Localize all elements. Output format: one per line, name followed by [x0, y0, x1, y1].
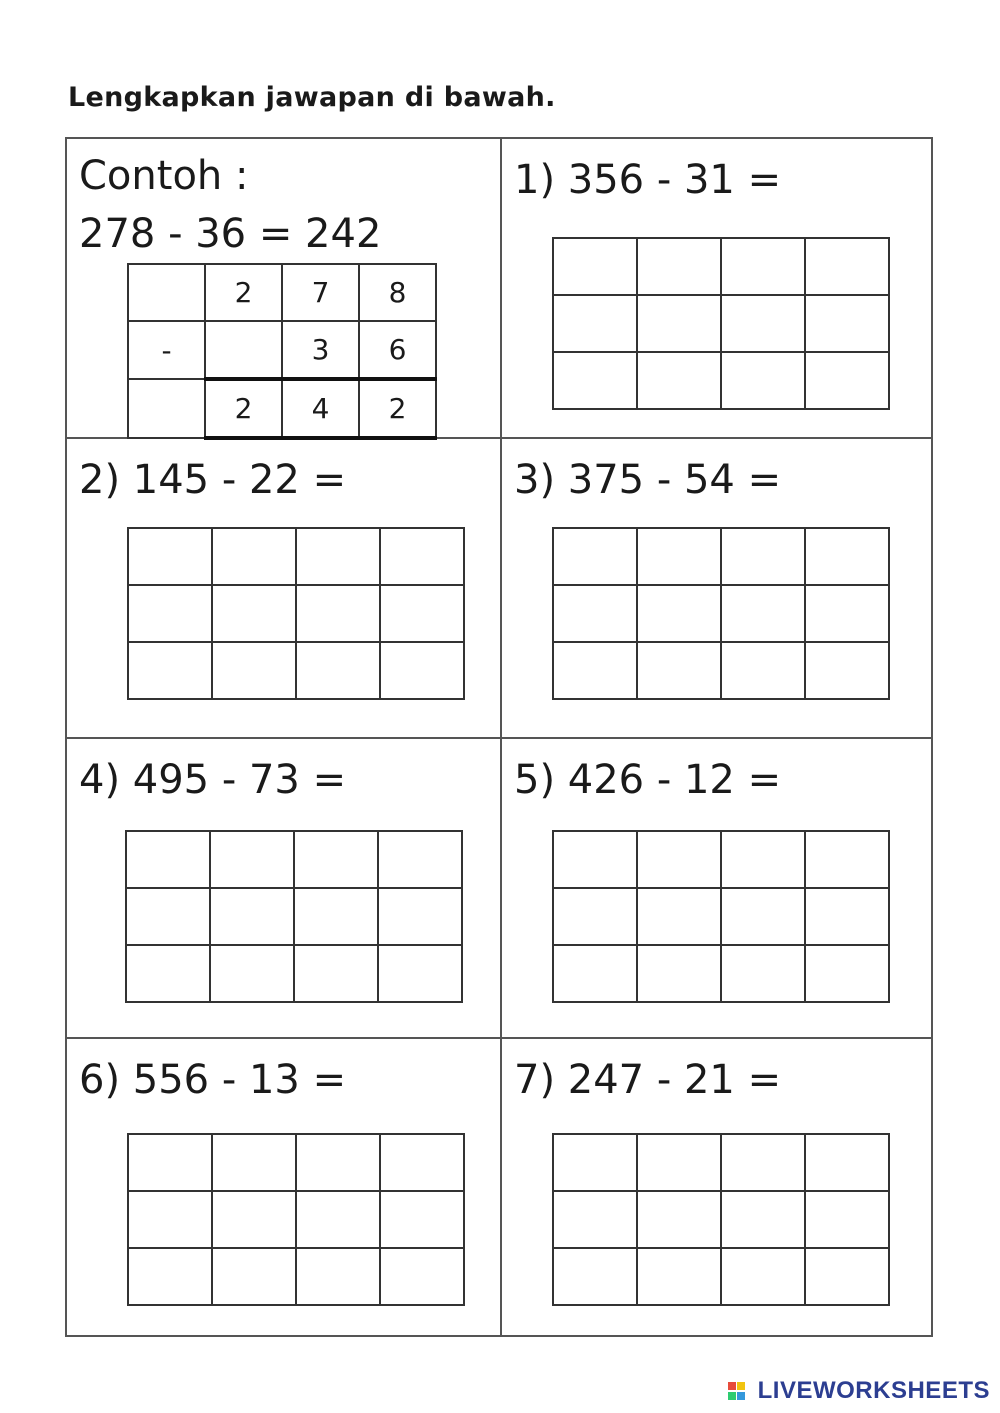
- answer-box[interactable]: [805, 585, 889, 642]
- example-cell: [67, 139, 500, 439]
- answer-box[interactable]: [212, 642, 296, 699]
- example-cell-box: [128, 264, 205, 321]
- question-label-6: 6) 556 - 13 =: [79, 1057, 347, 1103]
- answer-box[interactable]: [721, 642, 805, 699]
- answer-box[interactable]: [637, 888, 721, 945]
- answer-box[interactable]: [637, 945, 721, 1002]
- answer-row: [128, 528, 464, 585]
- answer-box[interactable]: [128, 585, 212, 642]
- answer-box[interactable]: [721, 352, 805, 409]
- answer-box[interactable]: [637, 585, 721, 642]
- answer-box[interactable]: [212, 528, 296, 585]
- answer-grid-7: [552, 1133, 890, 1306]
- question-cell-6: [67, 1039, 500, 1339]
- answer-box[interactable]: [637, 1134, 721, 1191]
- logo-square: [728, 1392, 736, 1400]
- answer-box[interactable]: [553, 1248, 637, 1305]
- answer-box[interactable]: [380, 1134, 464, 1191]
- worksheet-table: [65, 137, 933, 1337]
- answer-box[interactable]: [805, 1191, 889, 1248]
- answer-grid-1: [552, 237, 890, 410]
- logo-square: [737, 1382, 745, 1390]
- answer-box[interactable]: [805, 1248, 889, 1305]
- answer-box[interactable]: [637, 528, 721, 585]
- answer-box[interactable]: [637, 352, 721, 409]
- answer-box[interactable]: [126, 888, 210, 945]
- logo-square: [728, 1382, 736, 1390]
- example-cell-box: -: [128, 321, 205, 379]
- answer-box[interactable]: [553, 642, 637, 699]
- answer-box[interactable]: [210, 831, 294, 888]
- answer-box[interactable]: [380, 1248, 464, 1305]
- answer-row: [553, 295, 889, 352]
- example-cell-box: 4: [282, 379, 359, 438]
- example-heading: Contoh :: [79, 153, 249, 199]
- answer-grid-5: [552, 830, 890, 1003]
- answer-box[interactable]: [553, 352, 637, 409]
- answer-box[interactable]: [128, 1134, 212, 1191]
- answer-box[interactable]: [805, 238, 889, 295]
- answer-box[interactable]: [805, 352, 889, 409]
- answer-row: [126, 831, 462, 888]
- example-cell-box: [205, 321, 282, 379]
- answer-box[interactable]: [805, 1134, 889, 1191]
- answer-box[interactable]: [126, 831, 210, 888]
- answer-row: [128, 1191, 464, 1248]
- answer-box[interactable]: [126, 945, 210, 1002]
- example-cell-box: 6: [359, 321, 436, 379]
- example-cell-box: 2: [205, 379, 282, 438]
- answer-box[interactable]: [721, 888, 805, 945]
- example-cell-box: 7: [282, 264, 359, 321]
- answer-box[interactable]: [805, 642, 889, 699]
- answer-box[interactable]: [212, 1248, 296, 1305]
- answer-box[interactable]: [553, 888, 637, 945]
- question-label-5: 5) 426 - 12 =: [514, 757, 782, 803]
- answer-box[interactable]: [378, 831, 462, 888]
- answer-box[interactable]: [637, 1191, 721, 1248]
- example-cell-box: 3: [282, 321, 359, 379]
- example-cell-box: 2: [205, 264, 282, 321]
- question-label-3: 3) 375 - 54 =: [514, 457, 782, 503]
- answer-box[interactable]: [805, 945, 889, 1002]
- answer-box[interactable]: [553, 585, 637, 642]
- answer-row: [126, 888, 462, 945]
- answer-box[interactable]: [805, 295, 889, 352]
- answer-box[interactable]: [212, 585, 296, 642]
- answer-box[interactable]: [296, 642, 380, 699]
- answer-box[interactable]: [296, 1248, 380, 1305]
- answer-box[interactable]: [210, 888, 294, 945]
- answer-row: [553, 1191, 889, 1248]
- example-row: [128, 321, 436, 379]
- answer-box[interactable]: [637, 642, 721, 699]
- liveworksheets-logo-icon: [728, 1380, 754, 1402]
- answer-box[interactable]: [721, 585, 805, 642]
- answer-box[interactable]: [721, 1134, 805, 1191]
- answer-box[interactable]: [721, 295, 805, 352]
- answer-box[interactable]: [296, 1134, 380, 1191]
- answer-box[interactable]: [294, 945, 378, 1002]
- answer-box[interactable]: [721, 1248, 805, 1305]
- answer-box[interactable]: [294, 831, 378, 888]
- answer-row: [553, 352, 889, 409]
- answer-box[interactable]: [128, 1191, 212, 1248]
- answer-box[interactable]: [380, 1191, 464, 1248]
- answer-row: [553, 238, 889, 295]
- answer-row: [128, 585, 464, 642]
- answer-box[interactable]: [553, 831, 637, 888]
- answer-box[interactable]: [296, 585, 380, 642]
- answer-box[interactable]: [128, 528, 212, 585]
- question-label-2: 2) 145 - 22 =: [79, 457, 347, 503]
- example-cell-box: [128, 379, 205, 438]
- example-row: [128, 264, 436, 321]
- example-equation: 278 - 36 = 242: [79, 211, 382, 257]
- answer-grid-4: [125, 830, 463, 1003]
- answer-box[interactable]: [553, 1134, 637, 1191]
- question-label-4: 4) 495 - 73 =: [79, 757, 347, 803]
- answer-row: [553, 888, 889, 945]
- answer-box[interactable]: [294, 888, 378, 945]
- question-cell-5: [502, 739, 935, 1039]
- answer-box[interactable]: [210, 945, 294, 1002]
- example-grid: [127, 263, 437, 440]
- answer-box[interactable]: [553, 528, 637, 585]
- answer-row: [126, 945, 462, 1002]
- answer-box[interactable]: [296, 528, 380, 585]
- answer-box[interactable]: [721, 945, 805, 1002]
- answer-box[interactable]: [553, 945, 637, 1002]
- question-cell-3: [502, 439, 935, 739]
- logo-square: [737, 1392, 745, 1400]
- example-result-row: [128, 379, 436, 438]
- answer-box[interactable]: [805, 528, 889, 585]
- answer-row: [553, 585, 889, 642]
- answer-row: [128, 1134, 464, 1191]
- answer-row: [553, 945, 889, 1002]
- answer-box[interactable]: [378, 945, 462, 1002]
- answer-grid-6: [127, 1133, 465, 1306]
- logo-text: LIVEWORKSHEETS: [757, 1377, 990, 1404]
- answer-box[interactable]: [637, 831, 721, 888]
- liveworksheets-logo: [728, 1377, 990, 1405]
- answer-box[interactable]: [721, 528, 805, 585]
- answer-row: [553, 1134, 889, 1191]
- answer-box[interactable]: [805, 888, 889, 945]
- answer-box[interactable]: [721, 238, 805, 295]
- answer-grid-2: [127, 527, 465, 700]
- answer-box[interactable]: [805, 831, 889, 888]
- question-cell-1: [502, 139, 935, 439]
- answer-row: [553, 1248, 889, 1305]
- answer-box[interactable]: [380, 585, 464, 642]
- answer-box[interactable]: [380, 528, 464, 585]
- answer-box[interactable]: [128, 1248, 212, 1305]
- answer-row: [128, 642, 464, 699]
- answer-box[interactable]: [553, 238, 637, 295]
- answer-box[interactable]: [380, 642, 464, 699]
- answer-box[interactable]: [721, 831, 805, 888]
- answer-row: [553, 831, 889, 888]
- answer-row: [553, 642, 889, 699]
- answer-box[interactable]: [553, 295, 637, 352]
- answer-box[interactable]: [212, 1191, 296, 1248]
- answer-row: [553, 528, 889, 585]
- example-cell-box: 8: [359, 264, 436, 321]
- answer-box[interactable]: [128, 642, 212, 699]
- example-cell-box: 2: [359, 379, 436, 438]
- answer-box[interactable]: [637, 1248, 721, 1305]
- instruction-text: Lengkapkan jawapan di bawah.: [68, 82, 556, 113]
- question-cell-4: [67, 739, 500, 1039]
- answer-box[interactable]: [637, 295, 721, 352]
- answer-box[interactable]: [296, 1191, 380, 1248]
- answer-box[interactable]: [378, 888, 462, 945]
- answer-box[interactable]: [637, 238, 721, 295]
- answer-box[interactable]: [721, 1191, 805, 1248]
- answer-box[interactable]: [212, 1134, 296, 1191]
- question-cell-2: [67, 439, 500, 739]
- question-cell-7: [502, 1039, 935, 1339]
- answer-box[interactable]: [553, 1191, 637, 1248]
- answer-row: [128, 1248, 464, 1305]
- answer-grid-3: [552, 527, 890, 700]
- question-label-1: 1) 356 - 31 =: [514, 157, 782, 203]
- question-label-7: 7) 247 - 21 =: [514, 1057, 782, 1103]
